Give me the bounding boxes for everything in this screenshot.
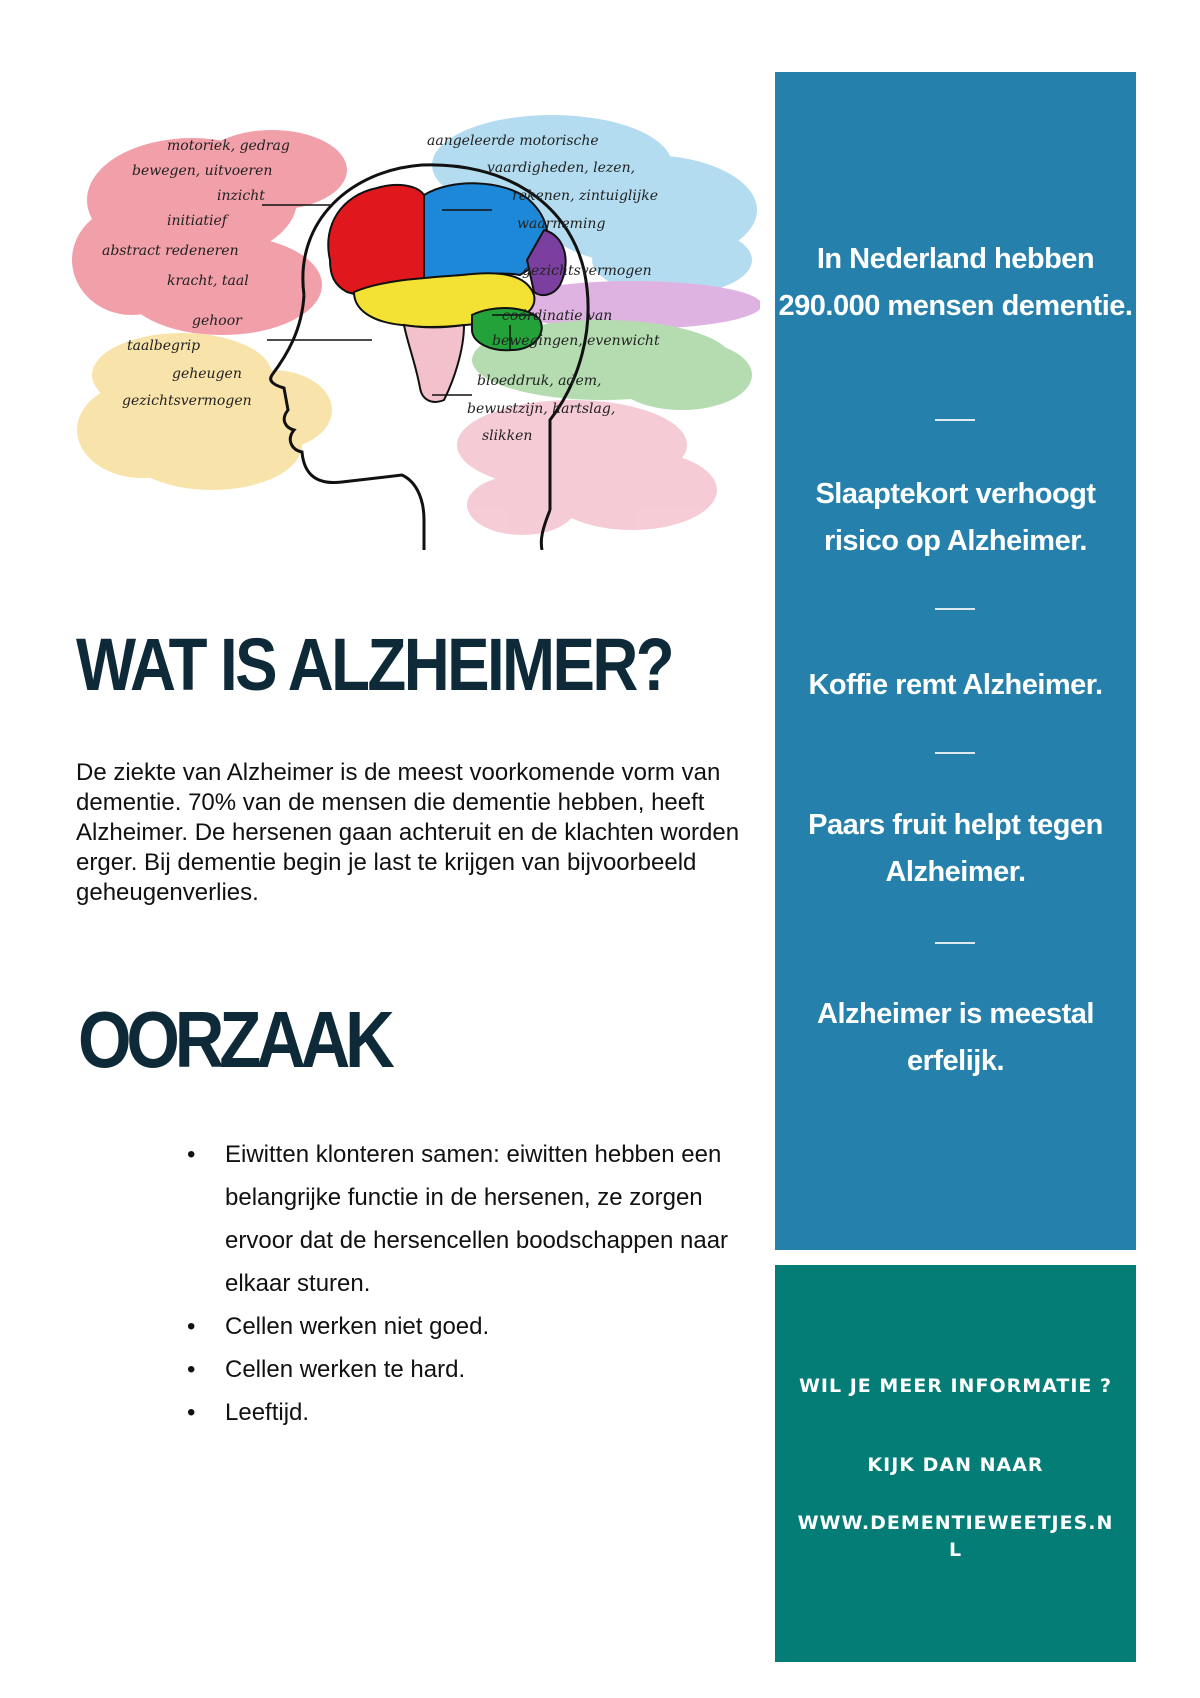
cause-text: Cellen werken niet goed.	[225, 1313, 490, 1340]
fact-item: Paars fruit helpt tegen Alzheimer.	[808, 809, 1103, 888]
list-item	[185, 1391, 765, 1434]
fact-item: In Nederland hebben 290.000 mensen dementie.	[778, 243, 1133, 322]
info-box	[775, 1265, 1136, 1662]
cause-list	[185, 1133, 765, 1434]
label-abstract: abstract redeneren	[102, 243, 239, 259]
facts-sidebar	[775, 72, 1136, 1250]
divider	[935, 608, 975, 610]
label-motoriek: motoriek, gedrag	[167, 138, 290, 154]
list-item	[185, 1305, 765, 1348]
label-gezichtsvermogen-right: gezichtsvermogen	[522, 263, 652, 279]
label-initiatief: initiatief	[167, 213, 227, 229]
cause-text: Cellen werken te hard.	[225, 1356, 466, 1383]
bullet-icon: •	[187, 1141, 196, 1168]
divider	[935, 942, 975, 944]
label-gehoor: gehoor	[192, 313, 242, 329]
fact-item: Alzheimer is meestal erfelijk.	[817, 998, 1094, 1077]
list-item	[185, 1348, 765, 1391]
info-heading: WIL JE MEER INFORMATIE ?	[798, 1375, 1113, 1397]
label-geheugen: geheugen	[172, 366, 242, 382]
cause-text: Eiwitten klonteren samen: eiwitten hebben een belangrijke functie in de hersenen, ze zorgen ervoor dat de hersencellen boodschappen naar elkaar sturen.	[225, 1141, 729, 1297]
label-bloeddruk: bloeddruk, adem,	[477, 373, 602, 389]
divider	[935, 419, 975, 421]
fact-item: Koffie remt Alzheimer.	[808, 669, 1103, 701]
intro-paragraph: De ziekte van Alzheimer is de meest voorkomende vorm van dementie. 70% van de mensen die dementie hebben, heeft Alzheimer. De hersenen gaan achteruit en de klachten worden erger. Bij dementie begin je last te krijgen van bijvoorbeeld geheugenverlies.	[76, 759, 740, 906]
label-slikken: slikken	[482, 428, 533, 444]
cause-text: Leeftijd.	[225, 1399, 310, 1426]
label-waarneming: waarneming	[517, 216, 606, 232]
label-kracht: kracht, taal	[167, 273, 249, 289]
brain-illustration	[72, 110, 760, 550]
section-title-oorzaak: OORZAAK	[78, 995, 390, 1084]
label-gezichtsvermogen-left: gezichtsvermogen	[122, 393, 252, 409]
label-rekenen: rekenen, zintuiglijke	[512, 188, 658, 204]
label-vaardigheden: vaardigheden, lezen,	[487, 160, 636, 176]
bullet-icon: •	[187, 1399, 196, 1426]
info-instruction: KIJK DAN NAAR	[867, 1454, 1044, 1476]
label-bewegingen: bewegingen, evenwicht	[492, 333, 660, 349]
list-item	[185, 1133, 765, 1305]
info-website-link[interactable]: WWW.DEMENTIEWEETJES.NL	[797, 1512, 1114, 1561]
label-taalbegrip: taalbegrip	[127, 338, 201, 354]
label-coordinatie: coördinatie van	[502, 308, 613, 324]
label-bewegen: bewegen, uitvoeren	[132, 163, 273, 179]
label-inzicht: inzicht	[217, 188, 265, 204]
fact-item: Slaaptekort verhoogt risico op Alzheimer.	[815, 478, 1096, 557]
label-bewustzijn: bewustzijn, hartslag,	[467, 401, 616, 417]
page-title: WAT IS ALZHEIMER?	[76, 623, 673, 706]
bullet-icon: •	[187, 1313, 196, 1340]
bullet-icon: •	[187, 1356, 196, 1383]
label-aangeleerde: aangeleerde motorische	[427, 133, 599, 149]
divider	[935, 752, 975, 754]
